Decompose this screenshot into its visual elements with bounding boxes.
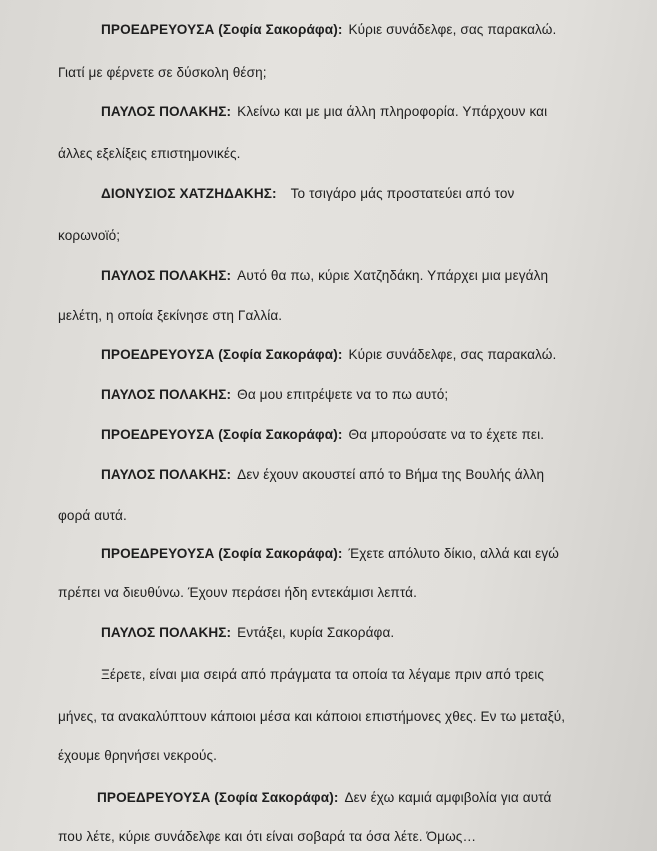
paragraph-line bbox=[58, 585, 417, 600]
speech-text: Δεν έχουν ακουστεί από το Βήμα της Βουλής άλλη bbox=[237, 467, 545, 482]
paragraph-line bbox=[101, 104, 547, 119]
speaker-name: ΠΑΥΛΟΣ ΠΟΛΑΚΗΣ: bbox=[101, 104, 232, 119]
speaker-name: ΠΡΟΕΔΡΕΥΟΥΣΑ (Σοφία Σακοράφα): bbox=[97, 790, 339, 805]
speaker-name: ΠΡΟΕΔΡΕΥΟΥΣΑ (Σοφία Σακοράφα): bbox=[101, 546, 343, 561]
speaker-name: ΠΡΟΕΔΡΕΥΟΥΣΑ (Σοφία Σακοράφα): bbox=[101, 427, 343, 442]
paragraph-line bbox=[101, 186, 514, 201]
speech-text: Κύριε συνάδελφε, σας παρακαλώ. bbox=[348, 22, 557, 37]
speaker-name: ΠΑΥΛΟΣ ΠΟΛΑΚΗΣ: bbox=[101, 387, 232, 402]
speech-text: φορά αυτά. bbox=[58, 508, 127, 523]
paragraph-line bbox=[58, 829, 476, 844]
speech-text: Θα μου επιτρέψετε να το πω αυτό; bbox=[237, 387, 449, 402]
paragraph-line bbox=[101, 467, 544, 482]
speaker-name: ΠΡΟΕΔΡΕΥΟΥΣΑ (Σοφία Σακοράφα): bbox=[101, 22, 343, 37]
paragraph-line bbox=[101, 268, 548, 283]
speech-text: Θα μπορούσατε να το έχετε πει. bbox=[348, 427, 545, 442]
speech-text: Έχετε απόλυτο δίκιο, αλλά και εγώ bbox=[348, 546, 559, 561]
speech-text: κορωνοϊό; bbox=[58, 228, 121, 243]
paragraph-line bbox=[101, 427, 544, 442]
speech-text: Ξέρετε, είναι μια σειρά από πράγματα τα οποία τα λέγαμε πριν από τρεις bbox=[101, 667, 544, 682]
speech-text: Αυτό θα πω, κύριε Χατζηδάκη. Υπάρχει μια μεγάλη bbox=[237, 268, 549, 283]
speaker-name: ΔΙΟΝΥΣΙΟΣ ΧΑΤΖΗΔΑΚΗΣ: bbox=[101, 186, 277, 201]
speaker-name: ΠΑΥΛΟΣ ΠΟΛΑΚΗΣ: bbox=[101, 625, 232, 640]
paragraph-line bbox=[97, 790, 551, 805]
paragraph-line bbox=[101, 387, 448, 402]
speech-text: που λέτε, κύριε συνάδελφε και ότι είναι σοβαρά τα όσα λέτε. Όμως… bbox=[58, 829, 477, 844]
speech-text: Εντάξει, κυρία Σακοράφα. bbox=[237, 625, 395, 640]
speech-text: άλλες εξελίξεις επιστημονικές. bbox=[58, 146, 241, 161]
speech-text: Κύριε συνάδελφε, σας παρακαλώ. bbox=[348, 347, 557, 362]
paragraph-line bbox=[101, 347, 556, 362]
paragraph-line bbox=[58, 508, 127, 523]
speech-text: Γιατί με φέρνετε σε δύσκολη θέση; bbox=[58, 65, 267, 80]
paragraph-line bbox=[58, 228, 120, 243]
speech-text: μήνες, τα ανακαλύπτουν κάποιοι μέσα και κάποιοι επιστήμονες χθες. Εν τω μεταξύ, bbox=[58, 709, 566, 724]
paragraph-line bbox=[101, 22, 556, 37]
speech-text: Κλείνω και με μια άλλη πληροφορία. Υπάρχουν και bbox=[237, 104, 548, 119]
speaker-name: ΠΑΥΛΟΣ ΠΟΛΑΚΗΣ: bbox=[101, 268, 232, 283]
paragraph-line bbox=[58, 65, 267, 80]
paragraph-line bbox=[58, 308, 282, 323]
paragraph-line bbox=[101, 546, 559, 561]
speech-text: έχουμε θρηνήσει νεκρούς. bbox=[58, 748, 218, 763]
paragraph-line bbox=[58, 709, 565, 724]
speaker-name: ΠΡΟΕΔΡΕΥΟΥΣΑ (Σοφία Σακοράφα): bbox=[101, 347, 343, 362]
speech-text: Δεν έχω καμιά αμφιβολία για αυτά bbox=[344, 790, 552, 805]
paragraph-line bbox=[58, 748, 217, 763]
speaker-name: ΠΑΥΛΟΣ ΠΟΛΑΚΗΣ: bbox=[101, 467, 232, 482]
paragraph-line bbox=[58, 146, 241, 161]
speech-text: Το τσιγάρο μάς προστατεύει από τον bbox=[290, 186, 515, 201]
speech-text: πρέπει να διευθύνω. Έχουν περάσει ήδη εντεκάμισι λεπτά. bbox=[58, 585, 417, 600]
paragraph-line bbox=[101, 625, 394, 640]
paragraph-line bbox=[101, 667, 544, 682]
speech-text: μελέτη, η οποία ξεκίνησε στη Γαλλία. bbox=[58, 308, 283, 323]
